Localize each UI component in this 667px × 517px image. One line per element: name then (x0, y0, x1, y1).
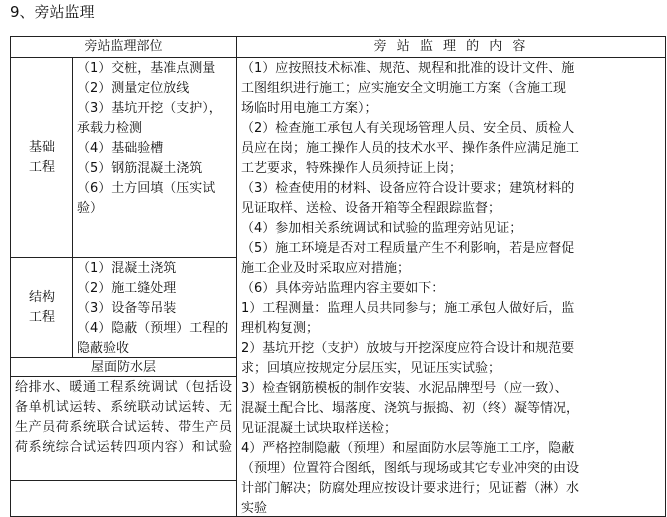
content-line: 见证混凝土试块取样送检； (241, 421, 398, 436)
content-line: （6）具体旁站监理内容主要如下： (241, 281, 445, 296)
content-line: 4）严格控制隐蔽（预埋）和屋面防水层等施工工序，隐蔽 (241, 441, 575, 456)
content-line: （预埋）位置符合图纸，图纸与现场或其它专业冲突的由设 (241, 461, 580, 476)
content-line: 员应在岗；施工操作人员的技术水平、操作条件应满足施工 (241, 141, 580, 156)
content-line: 理机构复测； (241, 321, 320, 336)
content-line: （5）施工环境是否对工程质量产生不利影响，若是应督促 (241, 241, 575, 256)
list-item: （5）钢筋混凝土浇筑 (77, 161, 203, 176)
content-line: （2）检查施工承包人有关现场管理人员、安全员、质检人 (241, 121, 575, 136)
roof-waterproofing: 屋面防水层 (11, 358, 237, 377)
list-item: （6）土方回填（压实试验） (77, 181, 216, 216)
section-heading: 9、旁站监理 (10, 3, 95, 21)
content-line: 混凝土配合比、塌落度、浇筑与振捣、初（终）凝等情况， (241, 401, 580, 416)
content-cell (237, 58, 666, 517)
list-item: （3）基坑开挖（支护），承载力检测 (77, 101, 222, 136)
commissioning-cell: 给排水、暖通工程系统调试（包括设备单机试运转、系统联动试运转、无生产员荷系统联合试运转、带生产员荷系统综合试运转四项内容）和试验 (11, 377, 237, 481)
supervision-table (10, 36, 666, 517)
foundation-items (73, 58, 237, 258)
header-content: 旁 站 监 理 的 内 容 (237, 37, 666, 58)
content-line: 施工企业及时采取应对措施； (241, 261, 411, 276)
content-line: （4）参加相关系统调试和试验的监理旁站见证； (241, 221, 523, 236)
content-line: （3）检查使用的材料、设备应符合设计要求；建筑材料的 (241, 181, 575, 196)
content-line: 工图组织进行施工；应实施安全文明施工方案（含施工现 (241, 81, 567, 96)
content-line: 求；回填应按规定分层压实，见证压实试验； (241, 361, 502, 376)
content-line: 见证取样、送检、设备开箱等全程跟踪监督； (241, 201, 502, 216)
content-line: （1）应按照技术标准、规范、规程和批准的设计文件、施 (241, 61, 575, 76)
structure-label: 结构 工程 (11, 258, 73, 358)
list-item: （4）基础验槽 (77, 141, 164, 156)
content-line: 工艺要求，特殊操作人员须持证上岗； (241, 161, 463, 176)
content-line: 计部门解决；防腐处理应按设计要求进行；见证蓄（淋）水 (241, 481, 580, 496)
list-item: （2）施工缝处理 (77, 281, 177, 296)
header-part: 旁站监理部位 (11, 37, 237, 58)
list-item: （3）设备等吊装 (77, 301, 177, 316)
list-item: （1）交桩，基准点测量 (77, 61, 216, 76)
list-item: （1）混凝土浇筑 (77, 261, 177, 276)
structure-items (73, 258, 237, 358)
foundation-label: 基础 工程 (11, 58, 73, 258)
list-item: （2）测量定位放线 (77, 81, 190, 96)
content-line: 场临时用电施工方案）； (241, 101, 378, 116)
content-line: 2）基坑开挖（支护）放坡与开挖深度应符合设计和规范要 (241, 341, 575, 356)
content-line: 1）工程测量：监理人员共同参与；施工承包人做好后，监 (241, 301, 575, 316)
empty-cell (11, 481, 237, 517)
list-item: （4）隐蔽（预埋）工程的隐蔽验收 (77, 321, 229, 356)
content-line: 实验 (241, 501, 268, 516)
content-line: 3）检查钢筋模板的制作安装、水泥品牌型号（应一致）、 (241, 381, 568, 396)
